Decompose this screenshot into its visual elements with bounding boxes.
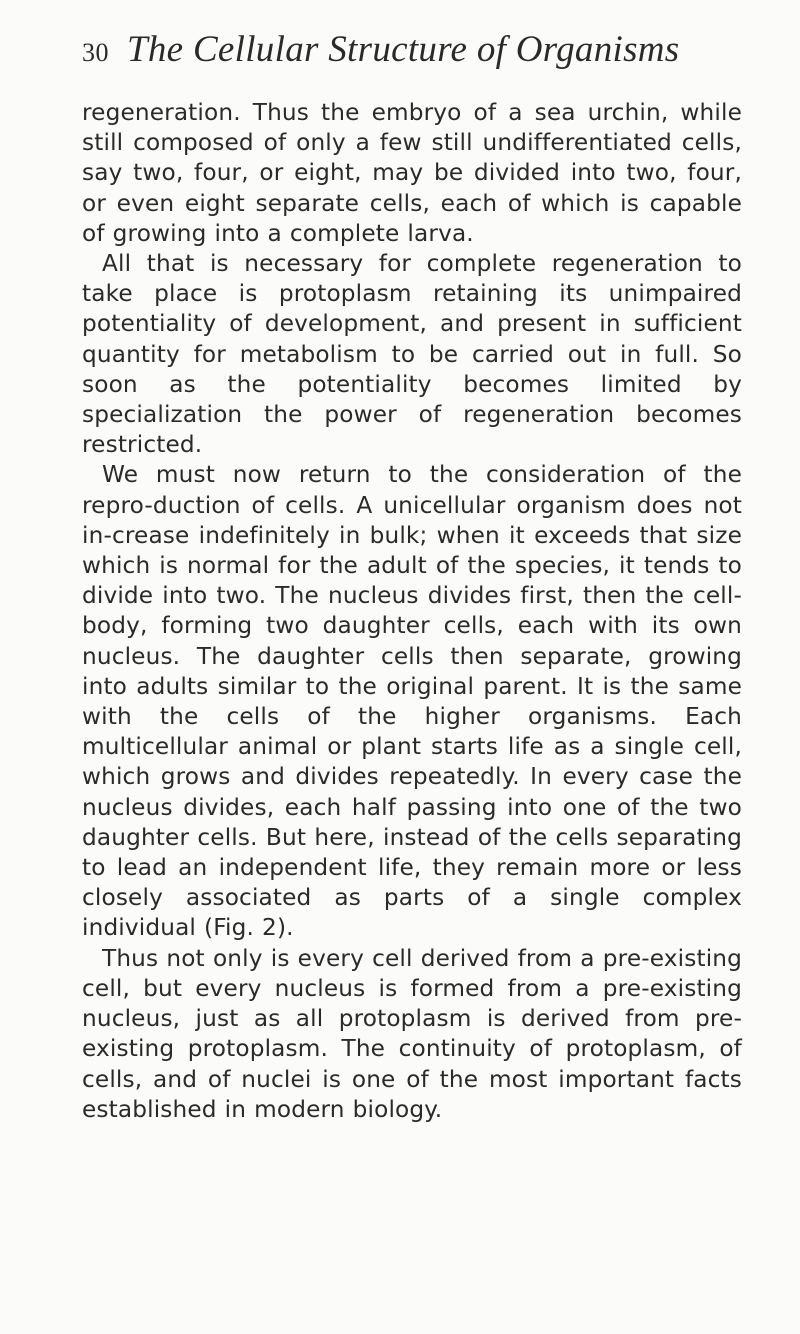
paragraph-continuation: regeneration. Thus the embryo of a sea urchin, while still composed of only a few still undifferentiated cells, say two, four, or eight, may be divided into two, four, or even eight separate cells, each of which is capable of growing into a complete larva. xyxy=(82,99,742,247)
page-number: 30 xyxy=(82,38,109,67)
body-text xyxy=(82,98,742,1125)
paragraph-cell-reproduction: We must now return to the consideration of the repro-duction of cells. A unicellular organism does not in-crease indefinitely in bulk; when it exceeds that size which is normal for the adult of the species, it tends to divide into two. The nucleus divides first, then the cell-body, forming two daughter cells, each with its own nucleus. The daughter cells then separate, growing into adults similar to the original parent. It is the same with the cells of the higher organisms. Each multicellular animal or plant starts life as a single cell, which grows and divides repeatedly. In every case the nucleus divides, each half passing into one of the two daughter cells. But here, instead of the cells separating to lead an independent life, they remain more or less closely associated as parts of a single complex individual (Fig. 2). xyxy=(82,461,742,942)
paragraph-continuity: Thus not only is every cell derived from a pre-existing cell, but every nucleus is formed from a pre-existing nucleus, just as all protoplasm is derived from pre-existing protoplasm. The continuity of protoplasm, of cells, and of nuclei is one of the most important facts established in modern biology. xyxy=(82,944,742,1123)
running-title: The Cellular Structure of Organisms xyxy=(127,29,680,70)
paragraph-regeneration: All that is necessary for complete regeneration to take place is protoplasm retaining its unimpaired potentiality of development, and present in sufficient quantity for metabolism to be carried out in full. So soon as the potentiality becomes limited by specialization the power of regeneration becomes restricted. xyxy=(82,250,742,459)
running-head xyxy=(82,28,722,88)
